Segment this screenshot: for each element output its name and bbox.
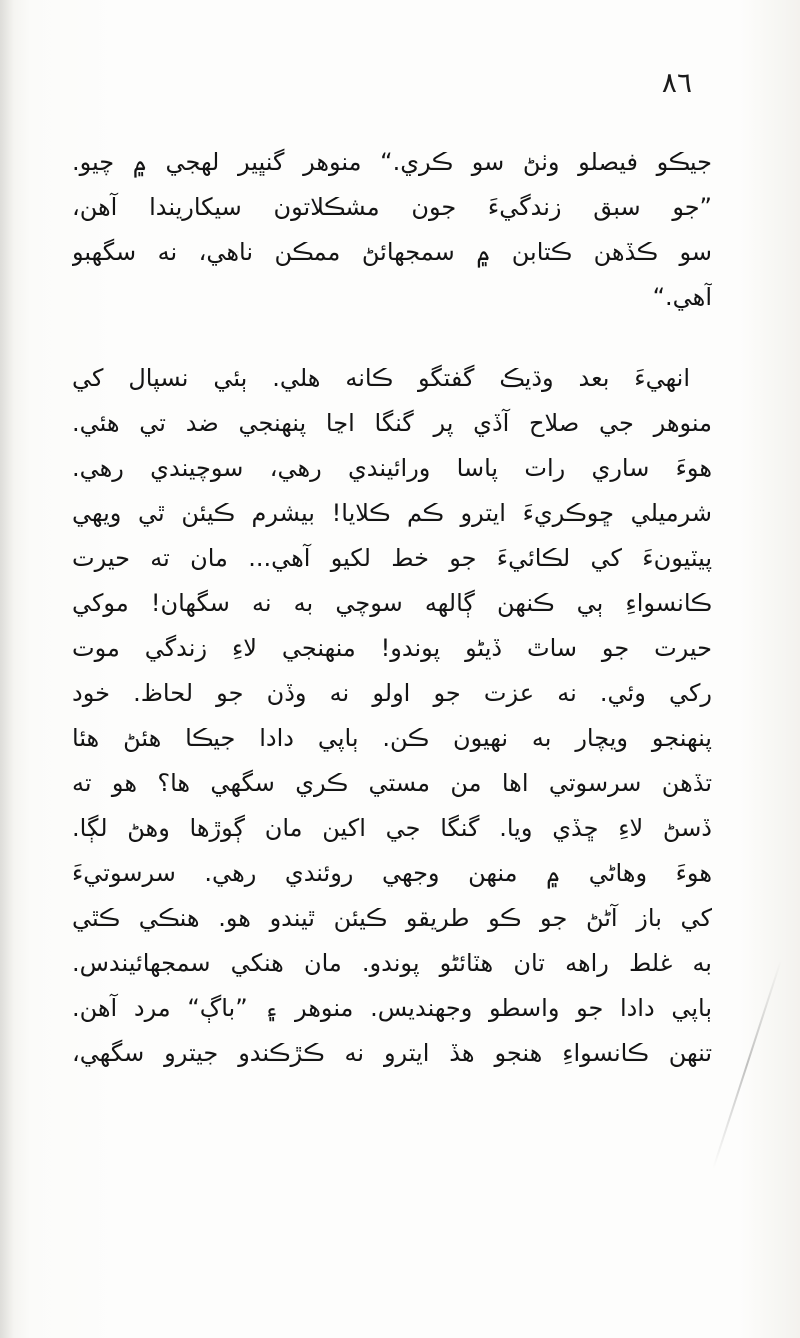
- page-number: ٨٦: [661, 66, 692, 99]
- text-line: کي باز آڻڻ جو ڪو طريقو ڪيئن ٿيندو هو. هنڪي ڪٿي: [72, 904, 712, 932]
- body-text: [72, 140, 712, 1076]
- text-line: ڏسڻ لاءِ ڇڏي ويا. گنگا جي اکين مان ڳوڙها وهڻ لڳا.: [72, 814, 712, 842]
- text-line: ڪانسواءِ ٻي ڪنهن ڳالهه سوچي به نه سگهان! موکي: [72, 589, 712, 617]
- text-line: ”جو سبق زندگيءَ جون مشڪلاتون سيکاريندا آهن،: [72, 193, 712, 221]
- text-line: رکي وئي. نه عزت جو اولو نه وڏن جو لحاظ. خود: [72, 679, 712, 707]
- text-line: انهيءَ بعد وڌيڪ گفتگو ڪانه هلي. ٻئي نسپال کي: [72, 364, 690, 392]
- text-line: سو ڪڏهن ڪتابن ۾ سمجهائڻ ممڪن ناهي، نه سگهبو: [72, 238, 712, 266]
- text-line: به غلط راهه تان هٽائڻو پوندو. مان هنکي سمجهائيندس.: [72, 949, 712, 977]
- text-line: جيڪو فيصلو وٺڻ سو ڪري.“ منوهر گنڀير لهجي ۾ چيو.: [72, 148, 712, 176]
- text-line: حيرت جو ساٿ ڏيڻو پوندو! منهنجي لاءِ زندگي موت: [72, 634, 712, 662]
- paragraph-2: [72, 356, 712, 1076]
- text-line: شرميلي ڇوڪريءَ ايترو ڪم ڪلايا! بيشرم ڪيئن ٿي ويهي: [72, 499, 712, 527]
- text-line: آهي.“: [652, 283, 712, 311]
- text-line: تڏهن سرسوتي اها من مستي ڪري سگهي ها؟ هو ته: [72, 769, 712, 797]
- paragraph-gap: [72, 320, 712, 356]
- text-line: پيٽيونءَ کي لڪائيءَ جو خط لکيو آهي... مان ته حيرت: [72, 544, 712, 572]
- text-line: منوهر جي صلاح آڏي پر گنگا اڃا پنهنجي ضد تي هئي.: [72, 409, 712, 437]
- text-line: پنهنجو ويچار به نهيون ڪن. ٻاپي دادا جيڪا هئڻ هئا: [72, 724, 712, 752]
- paragraph-1: [72, 140, 712, 320]
- text-line: تنهن ڪانسواءِ هنجو هڏ ايترو نه ڪڙڪندو جيترو سگهي،: [72, 1039, 712, 1067]
- page-edge-shadow: [0, 0, 14, 1338]
- text-line: هوءَ ساري رات پاسا ورائيندي رهي، سوچيندي رهي.: [72, 454, 712, 482]
- text-line: ٻاپي دادا جو واسطو وجهنديس. منوهر ۽ ”باڳ“ مرد آهن.: [72, 994, 712, 1022]
- text-line: هوءَ وهاڻي ۾ منهن وجهي روئندي رهي. سرسوتيءَ: [72, 859, 712, 887]
- paper-crease-mark: [712, 960, 782, 1170]
